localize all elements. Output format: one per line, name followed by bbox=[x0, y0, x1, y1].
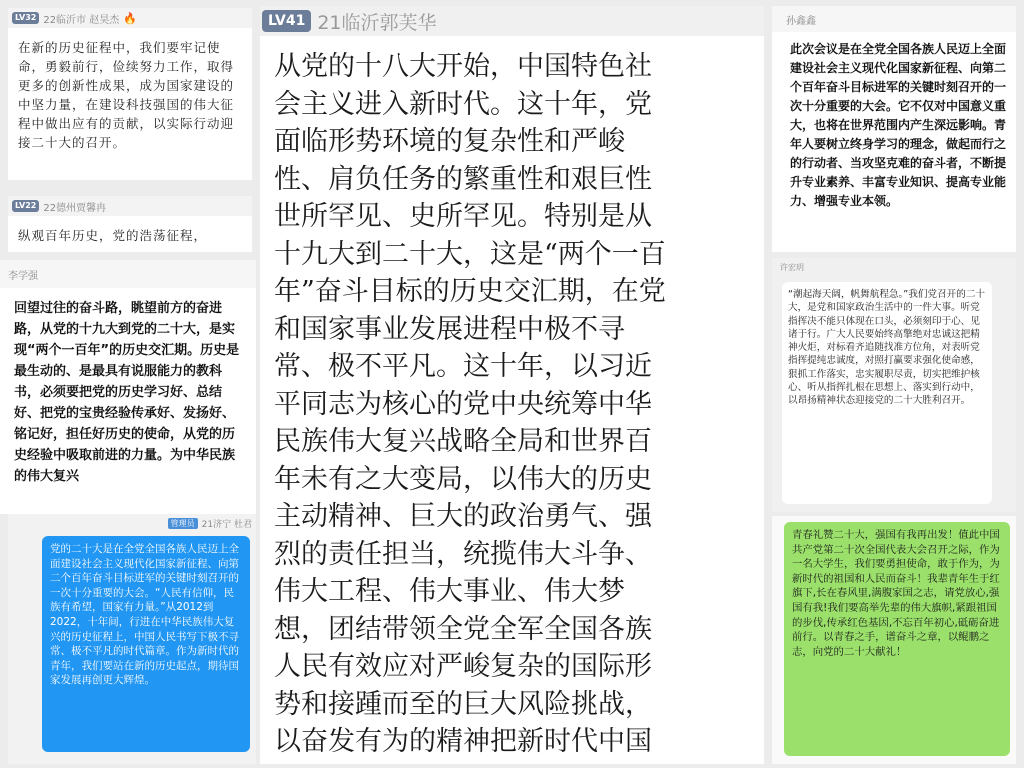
post-text-line: 从党的十八大开始，中国特色社 bbox=[274, 51, 652, 82]
post-header bbox=[0, 260, 256, 288]
message-header bbox=[772, 258, 1016, 276]
post-text-line: 年未有之大变局，以伟大的历史 bbox=[274, 463, 652, 495]
author-name[interactable]: 22德州贾馨冉 bbox=[43, 202, 107, 214]
post-text-line: 和国家事业发展进程中极不寻 bbox=[274, 313, 625, 345]
post-text-line: 主动精神、巨大的政治勇气、强 bbox=[274, 501, 652, 532]
post-text-line: 会主义进入新时代。这十年，党 bbox=[274, 88, 652, 120]
message-text: 党的二十大是在全党全国各族人民迈上全面建设社会主义现代化国家新征程、向第二个百年奋斗目标进军的关键时刻召开的一次十分重要的大会。“人民有信仰，民族有希望，国家有力量。”从2012到2022，十年间，行进在中华民族伟大复兴的历史征程上，中国人民书写下极不寻常、极不平凡的时代篇章。作为新时代的青年，我们要站在新的历史起点，期待国家发展再创更大辉煌。 bbox=[50, 543, 239, 687]
post-text bbox=[260, 36, 764, 761]
post-text-line: 年”奋斗目标的历史交汇期，在党 bbox=[274, 276, 666, 307]
post-text-line: 性、肩负任务的繁重性和艰巨性 bbox=[274, 163, 652, 195]
author-name[interactable]: 孙鑫鑫 bbox=[786, 15, 816, 27]
post-text-line: 面临形势环境的复杂性和严峻 bbox=[274, 126, 625, 157]
author-name[interactable]: 21济宁 杜君 bbox=[201, 519, 252, 530]
post-text-line: 伟大工程、伟大事业、伟大梦 bbox=[274, 576, 625, 607]
post-text: 回望过往的奋斗路，眺望前方的奋进路，从党的十九大到党的二十大，是实现“两个一百年”的历史交汇期。历史是最生动的、是最具有说服能力的教科书，必须要把党的历史学习好、总结好、把党的宝贵经验传承好、发扬好、铭记好，担任好历史的使命，从党的历史经验中吸取前进的力量。为中华民族的伟大复兴 bbox=[14, 301, 240, 484]
post-text-line: 势和接踵而至的巨大风险挑战， bbox=[274, 688, 652, 720]
level-badge: LV41 bbox=[262, 10, 311, 32]
author-name[interactable]: 21临沂郭芙华 bbox=[317, 11, 437, 34]
post-header bbox=[8, 196, 252, 216]
chat-message-3 bbox=[772, 516, 1016, 764]
post-text-line: 十九大到二十大，这是“两个一百 bbox=[274, 238, 666, 270]
level-badge: LV22 bbox=[12, 200, 39, 212]
message-header bbox=[8, 514, 256, 532]
post-printed-2 bbox=[772, 6, 1016, 252]
post-header bbox=[8, 8, 252, 28]
post-text-line: 常、极不平凡。这十年，以习近 bbox=[274, 351, 652, 382]
author-name[interactable]: 22临沂市 赵昊杰 bbox=[43, 14, 120, 26]
post-text-line: 民族伟大复兴战略全局和世界百 bbox=[274, 426, 652, 457]
message-text: 青春礼赞二十大，强国有我再出发！值此中国共产党第二十次全国代表大会召开之际，作为一名大学生，我们要勇担使命，敢于作为，为新时代的祖国和人民而奋斗！我辈青年生于红旗下,长在春风里,满腹家国之志，请党放心,强国有我!我们要高举先辈的伟大旗帜,紧跟祖国的步伐,传承红色基因,不忘百年初心,砥砺奋进前行。以青春之手，谱奋斗之章，以鲲鹏之志，向党的二十大献礼！ bbox=[792, 529, 1000, 658]
post-text-line: 以奋发有为的精神把新时代中国 bbox=[274, 726, 652, 757]
post-printed-1 bbox=[0, 260, 256, 514]
post-header bbox=[772, 6, 1016, 32]
post-text: 此次会议是在全党全国各族人民迈上全面建设社会主义现代化国家新征程、向第二个百年奋斗目标进军的关键时刻召开的一次十分重要的大会。它不仅对中国意义重大，也将在世界范围内产生深远影响。青年人要树立终身学习的理念，做起而行之的行动者、当攻坚克难的奋斗者，不断提升专业素养、丰富专业知识、提高专业能力、增强专业本领。 bbox=[790, 42, 1007, 208]
post-handwritten-main bbox=[260, 6, 764, 764]
message-bubble[interactable] bbox=[784, 522, 1010, 756]
message-bubble[interactable] bbox=[782, 282, 992, 504]
chat-message-2 bbox=[772, 258, 1016, 512]
chat-message-1 bbox=[8, 514, 256, 764]
post-handwritten-1 bbox=[8, 8, 252, 180]
message-text: “潮起海天阔，帆舞航程急。”我们党召开的二十大，是党和国家政治生活中的一件大事。听党指挥决不能只体现在口头，必须刻印于心、见诸于行。广大人民要始终高擎绝对忠诚这把精神火炬，对标看齐追随找准方位角，对表听党指挥提纯忠诚度，对照打赢要求强化使命感，狠抓工作落实，忠实履职尽责，切实把维护核心、听从指挥扎根在思想上、落实到行动中，以昂扬精神状态迎接党的二十大胜利召开。 bbox=[788, 289, 986, 407]
author-name[interactable]: 许宏玥 bbox=[780, 262, 804, 272]
post-text: 纵观百年历史，党的浩荡征程， bbox=[18, 228, 208, 243]
post-handwritten-2 bbox=[8, 196, 252, 252]
post-header bbox=[260, 6, 764, 36]
level-badge: LV32 bbox=[12, 12, 39, 24]
post-text-line: 世所罕见、史所罕见。特别是从 bbox=[274, 201, 652, 232]
author-name[interactable]: 李学强 bbox=[8, 270, 38, 282]
post-text-line: 烈的责任担当，统揽伟大斗争、 bbox=[274, 538, 652, 570]
post-text-line: 想，团结带领全党全军全国各族 bbox=[274, 613, 652, 645]
admin-badge: 管理员 bbox=[168, 518, 198, 529]
post-text-line: 平同志为核心的党中央统筹中华 bbox=[274, 388, 652, 420]
message-bubble[interactable] bbox=[42, 536, 250, 752]
post-text-line: 人民有效应对严峻复杂的国际形 bbox=[274, 651, 652, 682]
post-text: 在新的历史征程中，我们要牢记使命，勇毅前行，俭续努力工作，取得更多的创新性成果，成为国家建设的中坚力量，在建设科技强国的伟大征程中做出应有的贡献，以实际行动迎接二十大的召开。 bbox=[18, 40, 235, 150]
fire-icon: 🔥 bbox=[123, 11, 137, 25]
